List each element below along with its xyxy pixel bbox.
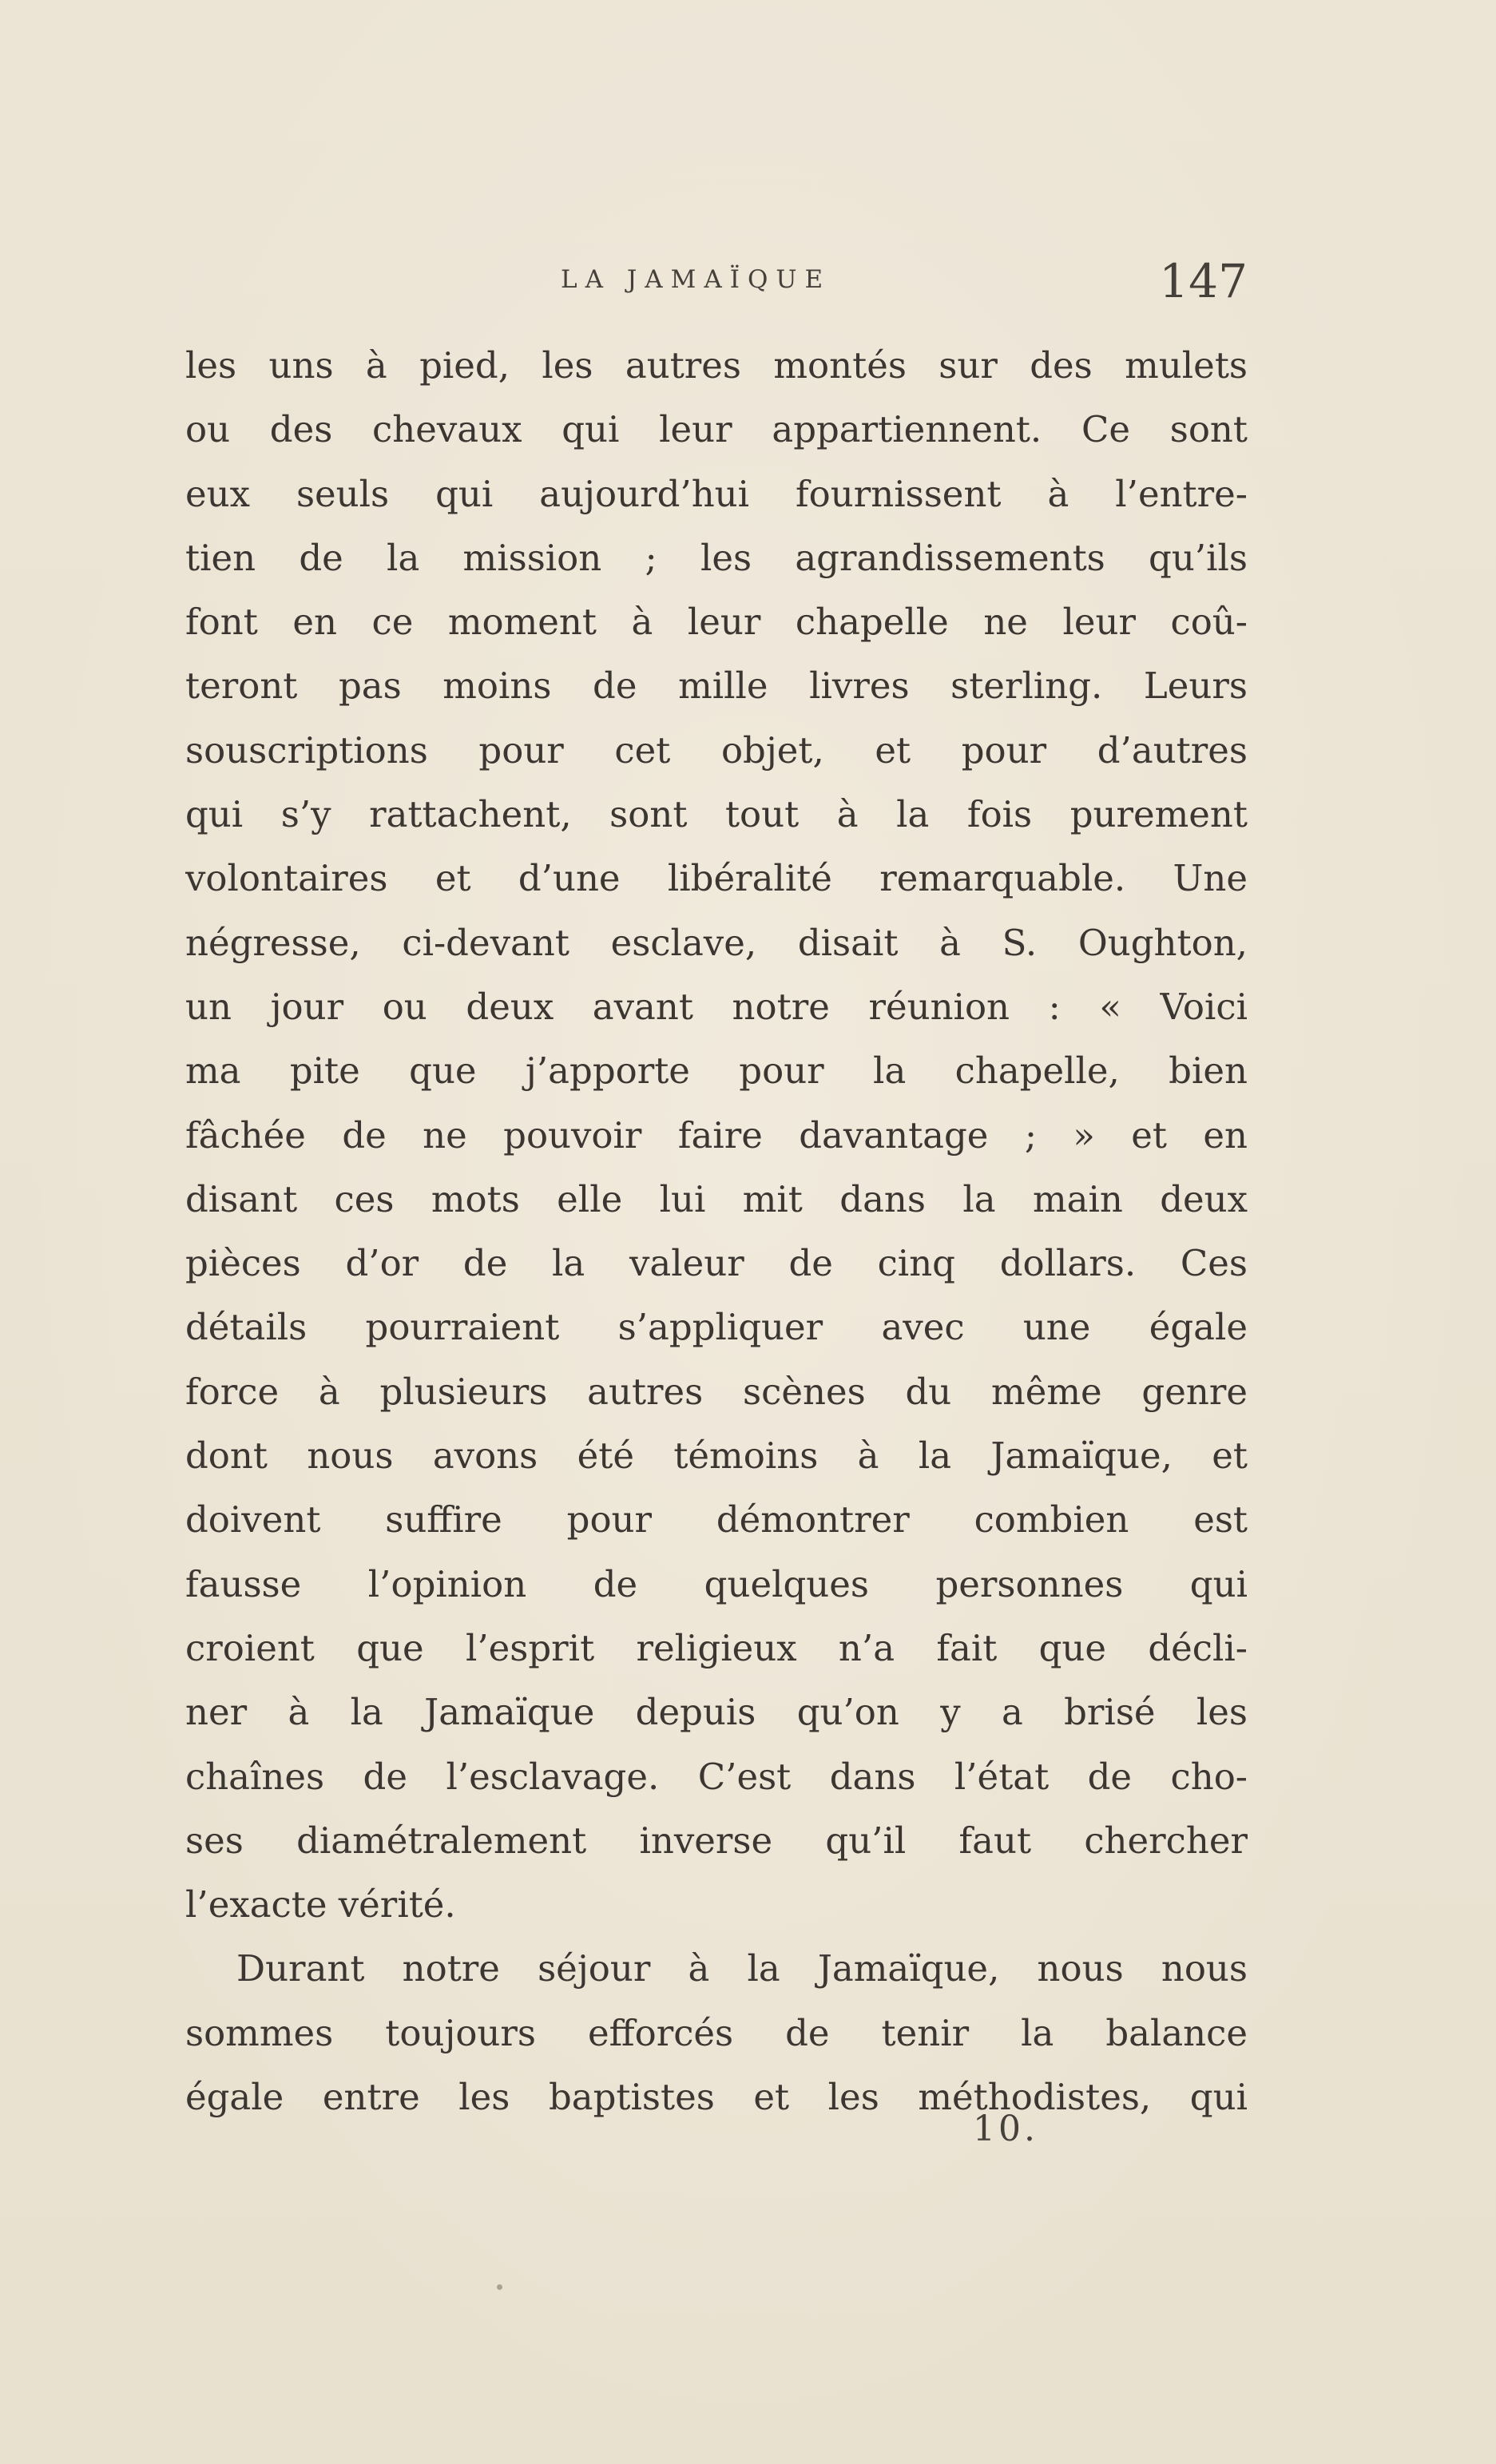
text-line: qui s’y rattachent, sont tout à la fois purement	[185, 793, 1248, 836]
text-line: croient que l’esprit religieux n’a fait que décli-	[185, 1626, 1248, 1669]
text-line: souscriptions pour cet objet, et pour d’autres	[185, 728, 1248, 772]
text-line: doivent suffire pour démontrer combien est	[185, 1498, 1248, 1541]
text-line: pièces d’or de la valeur de cinq dollars. Ces	[185, 1242, 1248, 1285]
page-number: 147	[1159, 254, 1248, 308]
text-line: sommes toujours efforcés de tenir la balance	[185, 2011, 1248, 2054]
text-line: un jour ou deux avant notre réunion : « Voici	[185, 985, 1248, 1028]
body-text	[185, 334, 1248, 2129]
text-line: négresse, ci-devant esclave, disait à S. Oughton,	[185, 921, 1248, 964]
text-line: force à plusieurs autres scènes du même genre	[185, 1370, 1248, 1413]
text-line: eux seuls qui aujourd’hui fournissent à l’entre-	[185, 472, 1248, 515]
signature-mark: 10.	[973, 2109, 1038, 2149]
text-line: dont nous avons été témoins à la Jamaïque, et	[185, 1434, 1248, 1478]
paper-speck	[497, 2284, 502, 2290]
running-title: LA JAMAÏQUE	[561, 265, 831, 294]
text-line: ou des chevaux qui leur appartiennent. Ce sont	[185, 408, 1248, 451]
text-line: égale entre les baptistes et les méthodistes, qui	[185, 2076, 1248, 2119]
text-line: volontaires et d’une libéralité remarquable. Une	[185, 857, 1248, 900]
text-line: chaînes de l’esclavage. C’est dans l’état de cho-	[185, 1755, 1248, 1798]
text-line: les uns à pied, les autres montés sur des mulets	[185, 344, 1248, 387]
text-line: font en ce moment à leur chapelle ne leur coû-	[185, 601, 1248, 644]
paragraph-start-line: Durant notre séjour à la Jamaïque, nous nous	[236, 1947, 1248, 1990]
text-line: tien de la mission ; les agrandissements qu’ils	[185, 536, 1248, 579]
page-header	[185, 254, 1248, 318]
text-line: détails pourraient s’appliquer avec une égale	[185, 1306, 1248, 1349]
text-line: fâchée de ne pouvoir faire davantage ; » et en	[185, 1113, 1248, 1157]
text-line: l’exacte vérité.	[185, 1883, 456, 1926]
text-line: ma pite que j’apporte pour la chapelle, bien	[185, 1049, 1248, 1093]
text-line: fausse l’opinion de quelques personnes qui	[185, 1562, 1248, 1605]
text-line: ner à la Jamaïque depuis qu’on y a brisé les	[185, 1691, 1248, 1734]
text-line: ses diamétralement inverse qu’il faut chercher	[185, 1819, 1248, 1862]
text-line: teront pas moins de mille livres sterling. Leurs	[185, 665, 1248, 708]
text-line: disant ces mots elle lui mit dans la main deux	[185, 1177, 1248, 1220]
